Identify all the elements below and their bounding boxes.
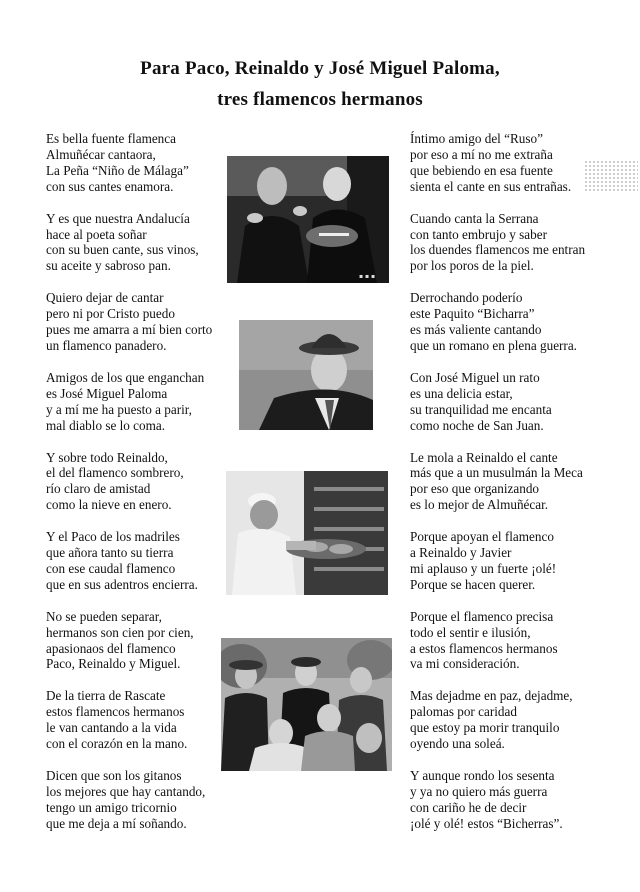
poem-line: como noche de San Juan. bbox=[410, 417, 544, 433]
poem-line: es más valiente cantando bbox=[410, 322, 542, 338]
poem-line: con el corazón en la mano. bbox=[46, 736, 188, 752]
stanza bbox=[410, 529, 635, 593]
stanza bbox=[46, 529, 246, 593]
poem-line: es una delicia estar, bbox=[410, 385, 513, 401]
poem-line: que añora tanto su tierra bbox=[46, 545, 174, 561]
poem-line: por eso que organizando bbox=[410, 481, 540, 497]
poem-line: estos flamencos hermanos bbox=[46, 704, 185, 720]
poem-line: Dicen que son los gitanos bbox=[46, 768, 182, 783]
poem-line: que me deja a mí soñando. bbox=[46, 815, 187, 831]
poem-line: Amigos de los que enganchan bbox=[46, 369, 205, 385]
poem-line: Y el Paco de los madriles bbox=[46, 529, 180, 545]
stanza bbox=[46, 450, 246, 514]
poem-line: tengo un amigo tricornio bbox=[46, 799, 177, 815]
poem-line: con ese caudal flamenco bbox=[46, 560, 176, 576]
left-poem-column bbox=[46, 131, 246, 848]
poem-line: que un romano en plena guerra. bbox=[410, 337, 577, 353]
poem-line: pues me amarra a mí bien corto bbox=[46, 322, 213, 338]
poem-line: hermanos son cien por cien, bbox=[46, 624, 194, 640]
poem-line: los mejores que hay cantando, bbox=[46, 783, 206, 799]
poem-line: Porque apoyan el flamenco bbox=[410, 529, 554, 545]
stanza bbox=[410, 688, 635, 752]
poem-line: por eso a mí no me extraña bbox=[410, 146, 553, 162]
stanza bbox=[410, 290, 635, 354]
svg-text:▪ ▪ ▪: ▪ ▪ ▪ bbox=[359, 273, 376, 280]
poem-line: mal diablo se lo coma. bbox=[46, 417, 166, 433]
poem-line: su tranquilidad me encanta bbox=[410, 401, 552, 417]
poem-line: ¡olé y olé! estos “Bicherras”. bbox=[410, 815, 563, 831]
poem-line: su aceite y sabroso pan. bbox=[46, 258, 171, 274]
poem-line: todo el sentir e ilusión, bbox=[410, 624, 531, 640]
photo-man-hat bbox=[239, 320, 373, 430]
poem-line: los duendes flamencos me entran bbox=[410, 242, 586, 258]
poem-line: Almuñécar cantaora, bbox=[46, 146, 156, 162]
poem-line: pero ni por Cristo puedo bbox=[46, 306, 175, 322]
stanza bbox=[410, 211, 635, 275]
poem-line: Derrochando poderío bbox=[410, 290, 523, 306]
poem-line: con sus cantes enamora. bbox=[46, 178, 174, 194]
poem-line: que bebiendo en esa fuente bbox=[410, 162, 553, 178]
photo-baker-oven bbox=[226, 471, 388, 595]
poem-line: y ya no quiero más guerra bbox=[410, 783, 548, 799]
poem-line: Quiero dejar de cantar bbox=[46, 290, 164, 306]
poem-line: mi aplauso y un fuerte ¡olé! bbox=[410, 560, 557, 576]
stanza bbox=[410, 370, 635, 434]
poem-line: río claro de amistad bbox=[46, 481, 151, 497]
poem-line: Mas dejadme en paz, dejadme, bbox=[410, 688, 573, 704]
poem-line: el del flamenco sombrero, bbox=[46, 465, 184, 481]
stanza bbox=[46, 211, 246, 275]
halftone-dots-decoration bbox=[584, 160, 638, 192]
poem-line: un flamenco panadero. bbox=[46, 337, 167, 353]
poem-line: que en sus adentros encierra. bbox=[46, 576, 198, 592]
stanza bbox=[46, 131, 246, 195]
stanza bbox=[46, 290, 246, 354]
poem-line: sienta el cante en sus entrañas. bbox=[410, 178, 572, 194]
poem-line: que estoy pa morir tranquilo bbox=[410, 720, 560, 736]
photo-group-outdoors bbox=[221, 638, 392, 771]
photo-two-men-guitar bbox=[227, 156, 389, 283]
poem-line: Porque se hacen querer. bbox=[410, 576, 536, 592]
poem-line: apasionaos del flamenco bbox=[46, 640, 176, 656]
poem-line: como la nieve en enero. bbox=[46, 497, 172, 513]
poem-line: Y aunque rondo los sesenta bbox=[410, 768, 555, 783]
poem-line: con cariño he de decir bbox=[410, 799, 527, 815]
poem-line: Y es que nuestra Andalucía bbox=[46, 210, 190, 226]
right-poem-column bbox=[410, 131, 635, 848]
poem-line: Paco, Reinaldo y Miguel. bbox=[46, 656, 181, 672]
poem-line: a estos flamencos hermanos bbox=[410, 640, 558, 656]
poem-title-line-2: tres flamencos hermanos bbox=[217, 89, 423, 110]
stanza bbox=[410, 450, 635, 514]
stanza bbox=[46, 688, 246, 752]
poem-line: con tanto embrujo y saber bbox=[410, 226, 547, 242]
stanza bbox=[46, 768, 246, 832]
poem-line: oyendo una soleá. bbox=[410, 736, 505, 752]
poem-line: le van cantando a la vida bbox=[46, 720, 177, 736]
poem-line: Es bella fuente flamenca bbox=[46, 131, 176, 146]
poem-line: Porque el flamenco precisa bbox=[410, 608, 554, 624]
stanza bbox=[410, 768, 635, 832]
poem-line: La Peña “Niño de Málaga” bbox=[46, 162, 189, 178]
poem-line: Con José Miguel un rato bbox=[410, 369, 540, 385]
stanza bbox=[46, 609, 246, 673]
stanza bbox=[46, 370, 246, 434]
poem-line: palomas por caridad bbox=[410, 704, 517, 720]
poem-line: Cuando canta la Serrana bbox=[410, 210, 539, 226]
poem-title-line-1: Para Paco, Reinaldo y José Miguel Paloma, bbox=[140, 58, 500, 79]
stanza bbox=[410, 609, 635, 673]
poem-line: a Reinaldo y Javier bbox=[410, 545, 512, 561]
poem-line: No se pueden separar, bbox=[46, 608, 162, 624]
poem-line: va mi consideración. bbox=[410, 656, 520, 672]
poem-line: hace al poeta soñar bbox=[46, 226, 147, 242]
poem-line: Y sobre todo Reinaldo, bbox=[46, 449, 168, 465]
poem-line: es José Miguel Paloma bbox=[46, 385, 168, 401]
poem-line: con su buen cante, sus vinos, bbox=[46, 242, 199, 258]
poem-line: y a mí me ha puesto a parir, bbox=[46, 401, 192, 417]
poem-line: por los poros de la piel. bbox=[410, 258, 534, 274]
poem-line: Le mola a Reinaldo el cante bbox=[410, 449, 558, 465]
poem-line: Íntimo amigo del “Ruso” bbox=[410, 131, 543, 146]
poem-line: es lo mejor de Almuñécar. bbox=[410, 497, 549, 513]
poem-line: De la tierra de Rascate bbox=[46, 688, 166, 704]
poem-line: más que a un musulmán la Meca bbox=[410, 465, 583, 481]
poem-line: este Paquito “Bicharra” bbox=[410, 306, 535, 322]
